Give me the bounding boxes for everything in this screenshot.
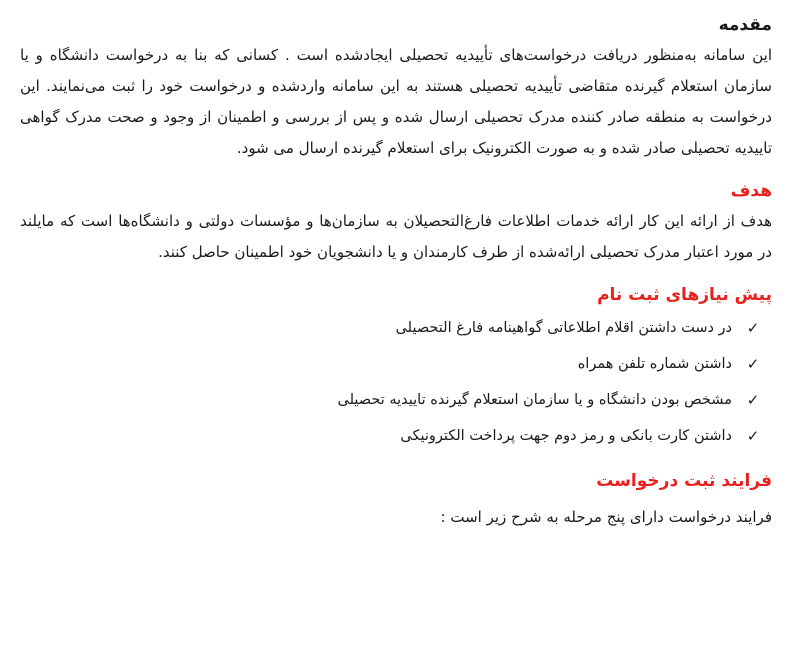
list-item [20,310,764,346]
list-item-text: مشخص بودن دانشگاه و یا سازمان استعلام گیرنده تاییدیه تحصیلی [337,392,732,408]
checkmark-icon: ✓ [746,427,760,445]
prerequisites-heading: پیش نیازهای ثبت نام [597,285,772,305]
prerequisites-list [20,310,772,454]
list-item [20,346,764,382]
intro-paragraph: این سامانه به‌منظور دریافت درخواست‌های تأییدیه تحصیلی ایجادشده است . کسانی که بنا به درخواست دانشگاه و یا سازمان استعلام گیرنده متقاضی تأییدیه تحصیلی هستند به این سامانه واردشده و درخواست خود را ثبت می‌نمایند. این درخواست به منطقه صادر کننده مدرک تحصیلی ارسال شده و پس از بررسی و اطمینان از وجود و صحت مدرک گواهی تاییدیه تحصیلی صادر شده و به صورت الکترونیک برای استعلام گیرنده ارسال می شود. [20,46,772,157]
goal-heading: هدف [730,181,772,201]
checkmark-icon: ✓ [746,355,760,373]
checkmark-icon: ✓ [746,391,760,409]
list-item-text: داشتن شماره تلفن همراه [577,356,732,372]
process-heading: فرایند ثبت درخواست [596,471,772,491]
process-paragraph: فرایند درخواست دارای پنج مرحله به شرح زیر است : [440,508,772,526]
list-item [20,418,764,454]
list-item-text: داشتن کارت بانکی و رمز دوم جهت پرداخت الکترونیکی [400,428,732,444]
checkmark-icon: ✓ [746,319,760,337]
intro-heading: مقدمه [718,15,772,35]
list-item [20,382,764,418]
goal-paragraph: هدف از ارائه این کار ارائه خدمات اطلاعات فارغ‌التحصیلان به سازمان‌ها و مؤسسات دولتی و دانشگاه‌ها است که مایلند در مورد اعتبار مدرک تحصیلی ارائه‌شده از طرف کارمندان و یا دانشجویان خود اطمینان حاصل کنند. [20,212,772,261]
list-item-text: در دست داشتن اقلام اطلاعاتی گواهینامه فارغ التحصیلی [395,320,732,336]
